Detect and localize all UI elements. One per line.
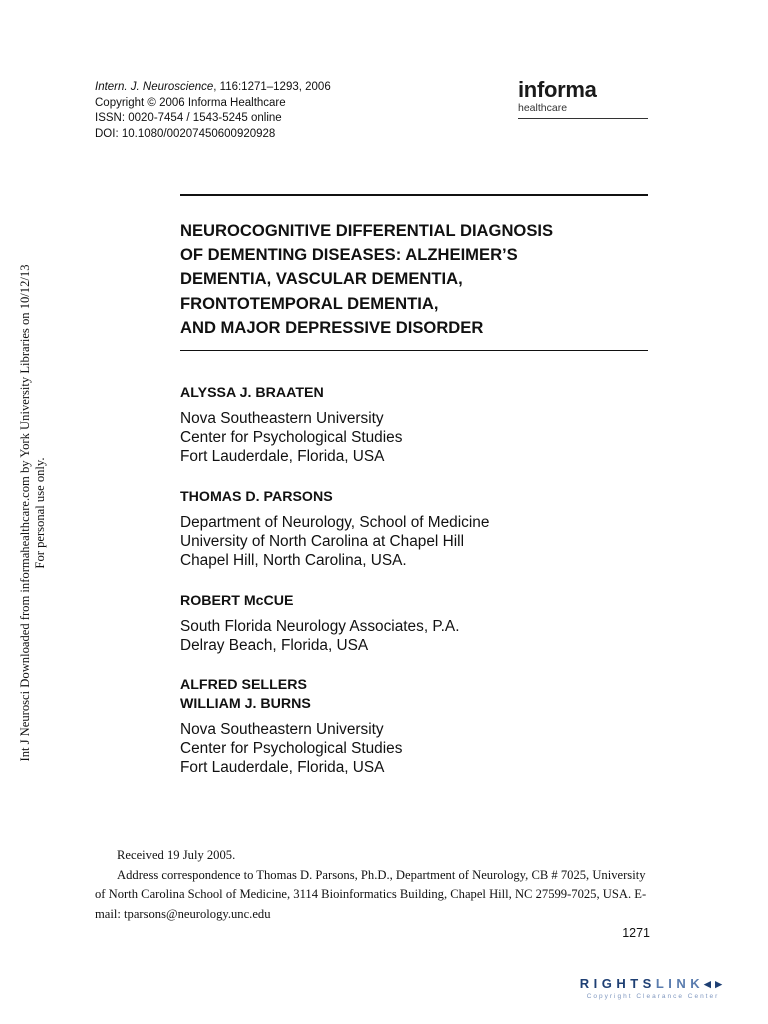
- author-affiliation-line: Department of Neurology, School of Medicine: [180, 514, 490, 531]
- journal-info: [95, 80, 331, 142]
- logo-rule: [518, 118, 648, 119]
- logo-subtitle: healthcare: [518, 102, 568, 114]
- article-title: [180, 219, 650, 340]
- journal-citation: [95, 80, 331, 96]
- rightslink-subtitle: Copyright Clearance Center: [586, 993, 720, 1000]
- footnotes: [95, 846, 650, 924]
- author-name: ALFRED SELLERS: [180, 677, 307, 693]
- author-name: ROBERT McCUE: [180, 593, 294, 609]
- doi-line: DOI: 10.1080/00207450600920928: [95, 127, 276, 140]
- author-affiliation-line: Delray Beach, Florida, USA: [180, 637, 369, 655]
- author-block: [180, 488, 489, 571]
- received-date: Received 19 July 2005.: [117, 848, 236, 862]
- rightslink-word: [553, 976, 753, 992]
- rightslink-arrow-icon: ◂▸: [704, 976, 727, 991]
- author-affiliation-line: Fort Lauderdale, Florida, USA: [180, 448, 385, 466]
- rightslink-logo[interactable]: [553, 976, 753, 1000]
- download-stamp-line2: For personal use only.: [33, 457, 47, 569]
- title-line: OF DEMENTING DISEASES: ALZHEIMER’S: [180, 245, 518, 265]
- title-rule-bottom: [180, 350, 648, 351]
- publisher-logo: [518, 78, 648, 119]
- copyright-line: Copyright © 2006 Informa Healthcare: [95, 96, 286, 109]
- correspondence-address: Address correspondence to Thomas D. Parsons, Ph.D., Department of Neurology, CB # 7025, University of North Carolina School of Medicine, 3114 Bioinformatics Building, Chapel Hill, NC 27599-7025, USA. E-mail: tparsons@neurology.unc.edu: [95, 867, 647, 921]
- title-line: DEMENTIA, VASCULAR DEMENTIA,: [180, 269, 463, 289]
- author-name: THOMAS D. PARSONS: [180, 489, 333, 505]
- author-name: ALYSSA J. BRAATEN: [180, 385, 324, 401]
- title-line: FRONTOTEMPORAL DEMENTIA,: [180, 293, 439, 313]
- author-block: [180, 384, 402, 467]
- author-affiliation-line: South Florida Neurology Associates, P.A.: [180, 618, 460, 635]
- author-affiliation-line: Center for Psychological Studies: [180, 429, 403, 447]
- journal-ref: , 116:1271–1293, 2006: [213, 81, 331, 93]
- title-rule-top: [180, 194, 648, 196]
- author-affiliation-line: Fort Lauderdale, Florida, USA: [180, 759, 385, 777]
- author-affiliation-line: Nova Southeastern University: [180, 410, 384, 427]
- author-affiliation-line: Chapel Hill, North Carolina, USA.: [180, 552, 407, 570]
- title-line: NEUROCOGNITIVE DIFFERENTIAL DIAGNOSIS: [180, 221, 554, 240]
- download-stamp-line1: Int J Neurosci Downloaded from informahealthcare.com by York University Libraries on 10/12/13: [18, 264, 32, 762]
- author-affiliation-line: Center for Psychological Studies: [180, 740, 403, 758]
- rightslink-word-light: LINK: [655, 976, 705, 991]
- author-block: [180, 592, 459, 655]
- journal-name: Intern. J. Neuroscience: [95, 81, 214, 93]
- rightslink-word-bold: RIGHTS: [579, 976, 656, 991]
- title-line: AND MAJOR DEPRESSIVE DISORDER: [180, 317, 484, 337]
- author-block: [180, 676, 402, 778]
- author-affiliation-line: University of North Carolina at Chapel Hill: [180, 533, 464, 551]
- issn-line: ISSN: 0020-7454 / 1543-5245 online: [95, 112, 282, 124]
- author-name: WILLIAM J. BURNS: [180, 696, 311, 712]
- download-stamp: [0, 0, 47, 1024]
- logo-word: informa: [518, 77, 597, 102]
- download-stamp-text: [18, 263, 48, 763]
- page-number: 1271: [622, 926, 650, 940]
- author-affiliation-line: Nova Southeastern University: [180, 721, 384, 738]
